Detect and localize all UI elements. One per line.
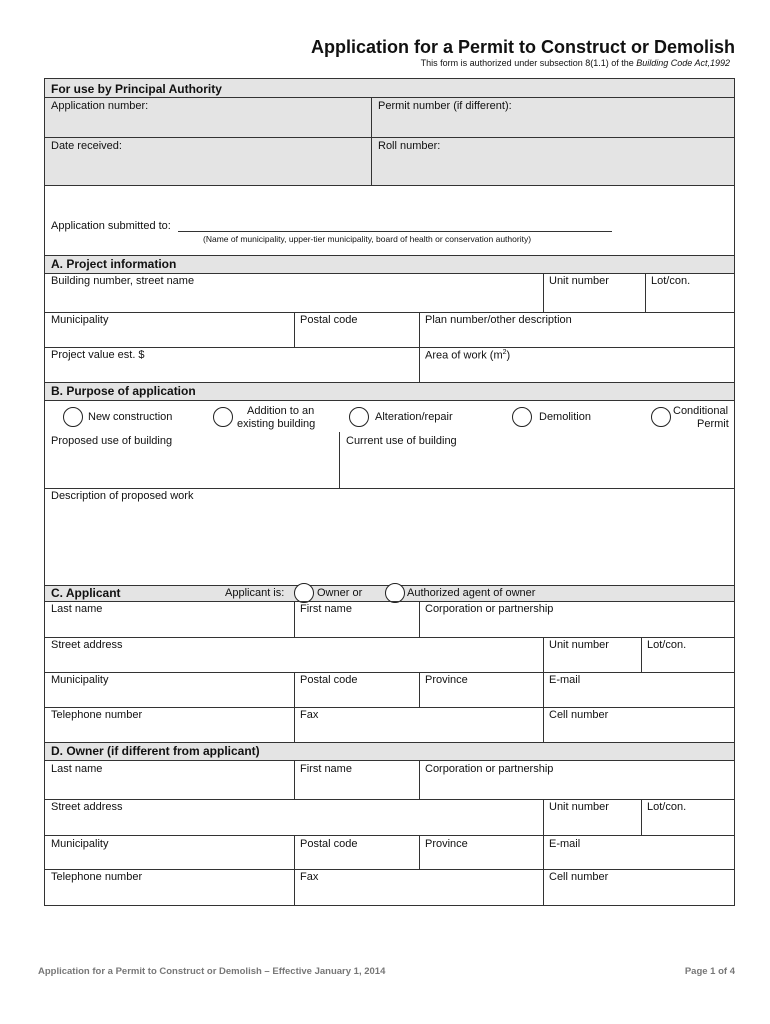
divider bbox=[45, 185, 734, 186]
municipality-label: Municipality bbox=[51, 674, 109, 686]
divider bbox=[371, 97, 372, 185]
cell-label: Cell number bbox=[549, 709, 609, 721]
last-name-label: Last name bbox=[51, 763, 103, 775]
divider bbox=[294, 760, 295, 799]
municipality-label: Municipality bbox=[51, 314, 109, 326]
description-label: Description of proposed work bbox=[51, 490, 194, 502]
divider bbox=[45, 347, 734, 348]
province-label: Province bbox=[425, 674, 468, 686]
street-address-label: Street address bbox=[51, 801, 123, 813]
divider bbox=[45, 273, 734, 274]
divider bbox=[45, 601, 734, 602]
lot-con-label: Lot/con. bbox=[647, 801, 687, 813]
footer-page-number: Page 1 of 4 bbox=[684, 966, 735, 977]
email-label: E-mail bbox=[549, 674, 581, 686]
demolition-label: Demolition bbox=[539, 411, 591, 423]
form-title: Application for a Permit to Construct or Demolish bbox=[310, 37, 735, 57]
first-name-label: First name bbox=[300, 603, 352, 615]
corporation-label: Corporation or partnership bbox=[425, 763, 554, 775]
divider bbox=[543, 637, 544, 672]
authorized-agent-radio[interactable] bbox=[385, 583, 405, 603]
corporation-label: Corporation or partnership bbox=[425, 603, 554, 615]
divider bbox=[45, 869, 734, 870]
area-unit-sup: 2 bbox=[502, 349, 507, 356]
lot-con-label: Lot/con. bbox=[651, 275, 691, 287]
divider bbox=[45, 835, 734, 836]
current-use-label: Current use of building bbox=[346, 435, 457, 447]
submitted-to-line[interactable] bbox=[178, 231, 612, 232]
area-of-work-text: Area of work (m bbox=[425, 349, 503, 362]
application-number-label: Application number: bbox=[51, 100, 149, 112]
roll-number-label: Roll number: bbox=[378, 140, 441, 152]
telephone-label: Telephone number bbox=[51, 709, 143, 721]
telephone-label: Telephone number bbox=[51, 871, 143, 883]
province-label: Province bbox=[425, 838, 468, 850]
alteration-radio[interactable] bbox=[349, 407, 369, 427]
submitted-to-hint: (Name of municipality, upper-tier municipality, board of health or conservation authority) bbox=[203, 234, 532, 244]
divider bbox=[543, 273, 544, 312]
application-number-field[interactable] bbox=[46, 114, 370, 136]
divider bbox=[419, 672, 420, 707]
street-address-label: Street address bbox=[51, 639, 123, 651]
municipality-label: Municipality bbox=[51, 838, 109, 850]
footer-form-name: Application for a Permit to Construct or Demolish – Effective January 1, 2014 bbox=[38, 966, 386, 977]
proposed-use-label: Proposed use of building bbox=[51, 435, 173, 447]
divider bbox=[294, 835, 295, 906]
divider bbox=[45, 137, 734, 138]
owner-or-label: Owner or bbox=[317, 587, 363, 599]
divider bbox=[543, 835, 544, 906]
postal-code-label: Postal code bbox=[300, 674, 358, 686]
unit-number-label: Unit number bbox=[549, 275, 609, 287]
divider bbox=[419, 601, 420, 637]
divider bbox=[641, 637, 642, 672]
divider bbox=[339, 432, 340, 488]
divider bbox=[45, 637, 734, 638]
lot-con-label: Lot/con. bbox=[647, 639, 687, 651]
alteration-label: Alteration/repair bbox=[375, 411, 453, 423]
subtitle-text: This form is authorized under subsection 8(1.1) of the bbox=[420, 58, 637, 68]
section-c-heading: C. Applicant bbox=[51, 586, 121, 600]
divider bbox=[45, 97, 734, 98]
unit-number-label: Unit number bbox=[549, 801, 609, 813]
authorized-agent-label: Authorized agent of owner bbox=[407, 587, 536, 599]
date-received-label: Date received: bbox=[51, 140, 122, 152]
addition-label-1: Addition to an bbox=[247, 405, 315, 417]
new-construction-label: New construction bbox=[88, 411, 173, 423]
date-received-field[interactable] bbox=[46, 154, 370, 184]
demolition-radio[interactable] bbox=[512, 407, 532, 427]
unit-number-label: Unit number bbox=[549, 639, 609, 651]
divider bbox=[45, 707, 734, 708]
divider bbox=[45, 488, 734, 489]
description-field[interactable] bbox=[46, 504, 734, 584]
roll-number-field[interactable] bbox=[373, 154, 733, 184]
conditional-label-1: Conditional bbox=[673, 405, 729, 417]
form-subtitle bbox=[421, 58, 730, 68]
last-name-label: Last name bbox=[51, 603, 103, 615]
postal-code-label: Postal code bbox=[300, 838, 358, 850]
submitted-to-label: Application submitted to: bbox=[51, 220, 171, 232]
section-d-heading: D. Owner (if different from applicant) bbox=[51, 744, 260, 758]
divider bbox=[294, 601, 295, 637]
divider bbox=[45, 799, 734, 800]
divider bbox=[45, 400, 734, 401]
section-b-heading: B. Purpose of application bbox=[51, 384, 196, 398]
new-construction-radio[interactable] bbox=[63, 407, 83, 427]
area-close: ) bbox=[506, 349, 511, 362]
divider bbox=[45, 672, 734, 673]
permit-form bbox=[44, 78, 735, 906]
authority-heading: For use by Principal Authority bbox=[51, 82, 222, 96]
cell-label: Cell number bbox=[549, 871, 609, 883]
conditional-label-2: Permit bbox=[697, 418, 729, 430]
building-number-label: Building number, street name bbox=[51, 275, 195, 287]
divider bbox=[294, 312, 295, 347]
fax-label: Fax bbox=[300, 709, 319, 721]
area-of-work-label bbox=[425, 349, 510, 362]
fax-label: Fax bbox=[300, 871, 319, 883]
section-a-heading: A. Project information bbox=[51, 257, 177, 271]
permit-number-field[interactable] bbox=[373, 114, 733, 136]
addition-label-2: existing building bbox=[237, 418, 316, 430]
divider bbox=[543, 799, 544, 835]
postal-code-label: Postal code bbox=[300, 314, 358, 326]
subtitle-act: Building Code Act,1992 bbox=[636, 58, 730, 68]
project-value-label: Project value est. $ bbox=[51, 349, 145, 361]
divider bbox=[641, 799, 642, 835]
divider bbox=[419, 760, 420, 799]
divider bbox=[419, 835, 420, 869]
email-label: E-mail bbox=[549, 838, 581, 850]
first-name-label: First name bbox=[300, 763, 352, 775]
applicant-is-label: Applicant is: bbox=[225, 587, 285, 599]
conditional-permit-radio[interactable] bbox=[651, 407, 671, 427]
owner-radio[interactable] bbox=[294, 583, 314, 603]
divider bbox=[45, 312, 734, 313]
plan-number-label: Plan number/other description bbox=[425, 314, 572, 326]
permit-number-label: Permit number (if different): bbox=[378, 100, 512, 112]
divider bbox=[645, 273, 646, 312]
addition-radio[interactable] bbox=[213, 407, 233, 427]
divider bbox=[45, 760, 734, 761]
